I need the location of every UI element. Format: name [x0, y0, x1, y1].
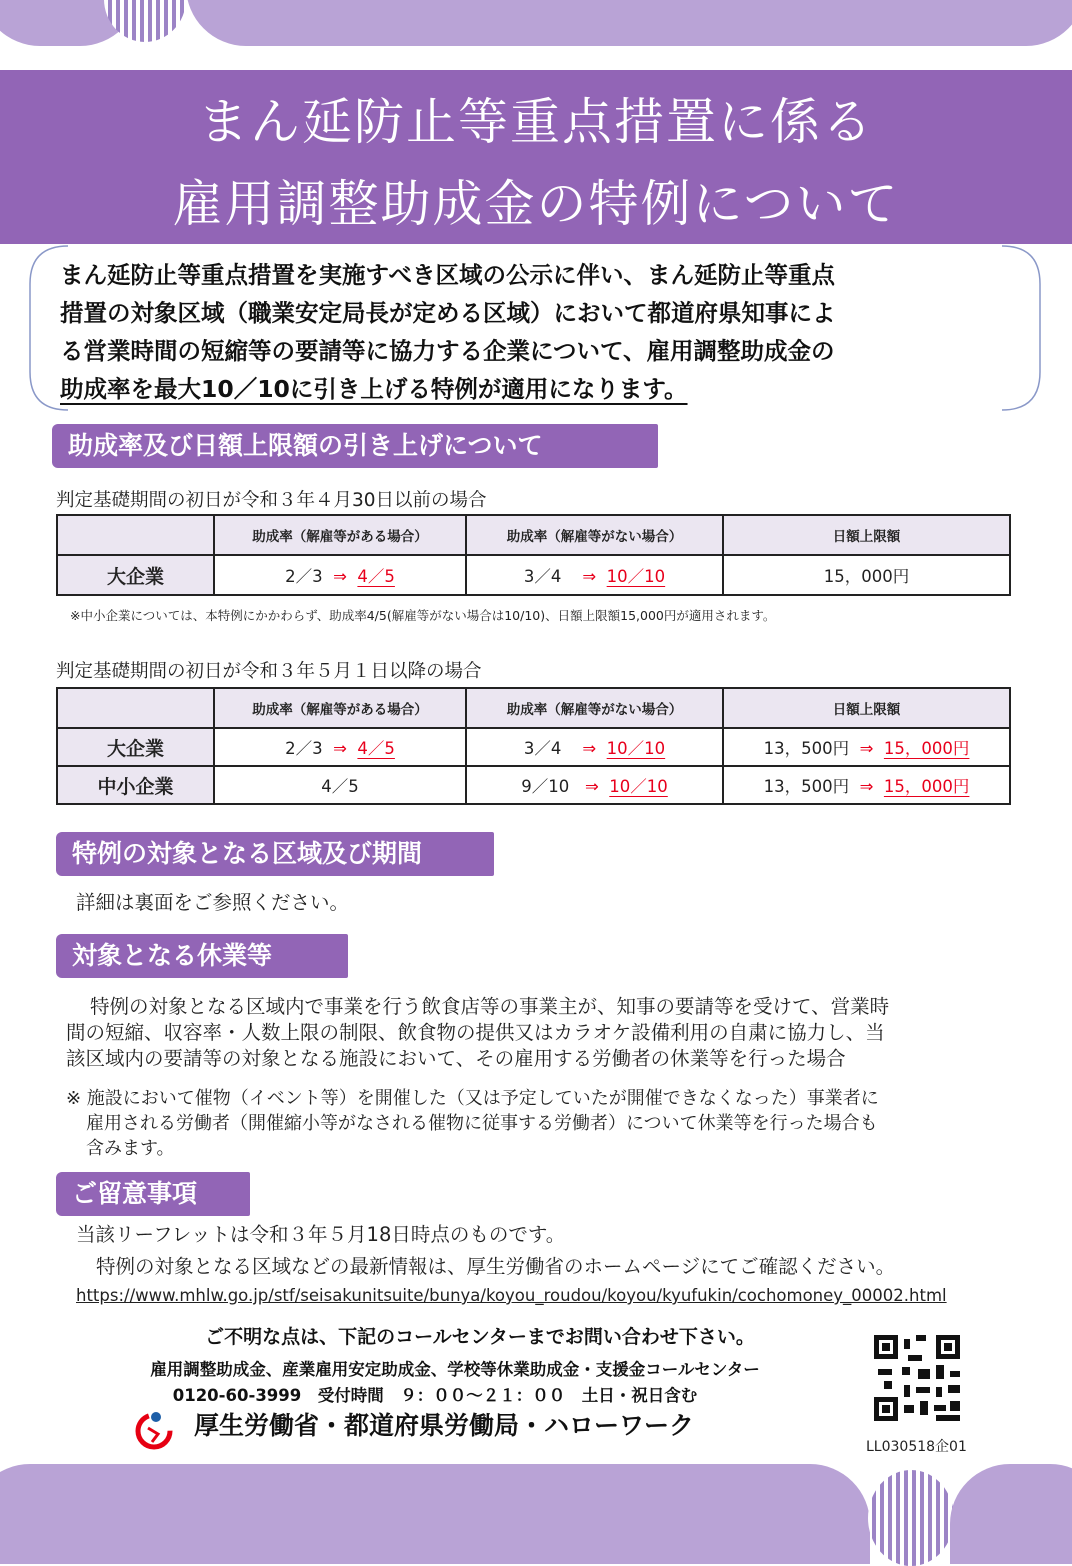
table1-header-without-dismissal: 助成率（解雇等がない場合）: [466, 515, 723, 555]
section-heading-notes: ご留意事項: [56, 1172, 250, 1216]
section-heading-area-period: 特例の対象となる区域及び期間: [56, 832, 494, 876]
table1-header-blank: [57, 515, 214, 555]
new-limit: 15，000円: [883, 777, 970, 796]
old-rate: 2／3: [285, 739, 323, 758]
table2-cell-rate-with-dismissal: [214, 728, 466, 766]
table1-cell-rate-without-dismissal: [466, 555, 723, 595]
table2-cell-sme-daily-limit: [723, 766, 1010, 804]
section3-paragraph: [66, 994, 1026, 1072]
bottom-stripe-circle: [868, 1470, 954, 1566]
table2-header-with-dismissal: 助成率（解雇等がある場合）: [214, 688, 466, 728]
section3-note: [66, 1086, 1026, 1161]
top-band-right: [186, 0, 1072, 46]
leaflet-code: LL030518企01: [866, 1439, 967, 1455]
table2-header-without-dismissal: 助成率（解雇等がない場合）: [466, 688, 723, 728]
rate-table-after-may: [56, 687, 1011, 805]
table1-header-daily-limit: 日額上限額: [723, 515, 1010, 555]
title-line-1: まん延防止等重点措置に係る: [198, 93, 874, 151]
call-center-phone-hours: 0120-60-3999 受付時間 ９：００～２１：００ 土日・祝日含む: [172, 1386, 698, 1405]
arrow-icon: ⇒: [582, 567, 597, 586]
table1-cell-daily-limit: 15，000円: [723, 555, 1010, 595]
intro-line-1: まん延防止等重点措置を実施すべき区域の公示に伴い、まん延防止等重点: [60, 261, 836, 289]
arrow-icon: ⇒: [584, 777, 599, 796]
table2-header-daily-limit: 日額上限額: [723, 688, 1010, 728]
bottom-band-right: [950, 1464, 1072, 1564]
table2-cell-sme-rate-with-dismissal: 4／5: [214, 766, 466, 804]
section-heading-rate-increase: 助成率及び日額上限額の引き上げについて: [52, 424, 658, 468]
note-line-3: 含みます。: [86, 1138, 175, 1159]
old-rate: 9／10: [521, 777, 570, 796]
table2-cell-sme-rate-without-dismissal: [466, 766, 723, 804]
call-center-name: 雇用調整助成金、産業雇用安定助成金、学校等休業助成金・支援金コールセンター: [150, 1360, 760, 1379]
arrow-icon: ⇒: [859, 777, 874, 796]
new-rate: 10／10: [609, 777, 668, 796]
section4-line-2: 特例の対象となる区域などの最新情報は、厚生労働省のホームページにてご確認ください。: [96, 1255, 896, 1278]
intro-text: [60, 256, 1020, 408]
intro-line-2: 措置の対象区域（職業安定局長が定める区域）において都道府県知事によ: [60, 299, 836, 327]
title-line-2: 雇用調整助成金の特例について: [172, 175, 900, 233]
arrow-icon: ⇒: [859, 739, 874, 758]
section2-text: 詳細は裏面をご参照ください。: [76, 891, 350, 914]
bottom-band-left: [0, 1464, 870, 1564]
arrow-icon: ⇒: [333, 567, 347, 586]
para-line-2: 間の短縮、収容率・人数上限の制限、飲食物の提供又はカラオケ設備利用の自粛に協力し、当: [66, 1021, 885, 1044]
table1-row-label: 大企業: [57, 555, 214, 595]
intro-line-4: 助成率を最大10／10に引き上げる特例が適用になります。: [60, 375, 688, 403]
note-line-2: 雇用される労働者（開催縮小等がなされる催物に従事する労働者）について休業等を行った場合も: [86, 1113, 878, 1134]
old-rate: 3／4: [523, 567, 562, 586]
table2-cell-daily-limit: [723, 728, 1010, 766]
section4-line-1: 当該リーフレットは令和３年５月18日時点のものです。: [76, 1223, 566, 1246]
table1-header-with-dismissal: 助成率（解雇等がある場合）: [214, 515, 466, 555]
table2-row-label-large: 大企業: [57, 728, 214, 766]
old-rate: 2／3: [285, 567, 323, 586]
mhlw-logo-icon: [134, 1408, 174, 1450]
old-limit: 13，500円: [763, 777, 850, 796]
qr-code-icon[interactable]: [874, 1335, 960, 1421]
note-line-1: ※ 施設において催物（イベント等）を開催した（又は予定していたが開催できなくなった）事業者に: [66, 1088, 879, 1109]
table2-row-label-sme: 中小企業: [57, 766, 214, 804]
section-heading-target-leave: 対象となる休業等: [56, 934, 348, 978]
intro-line-3: る営業時間の短縮等の要請等に協力する企業について、雇用調整助成金の: [60, 337, 835, 365]
mhlw-url-link[interactable]: https://www.mhlw.go.jp/stf/seisakunitsuite/bunya/koyou_roudou/koyou/kyufukin/cochomoney_00002.html: [76, 1286, 947, 1305]
new-rate: 10／10: [606, 567, 666, 586]
organization-name: 厚生労働省・都道府県労働局・ハローワーク: [194, 1411, 695, 1440]
arrow-icon: ⇒: [582, 739, 597, 758]
new-limit: 15，000円: [883, 739, 970, 758]
para-line-1: 特例の対象となる区域内で事業を行う飲食店等の事業主が、知事の要請等を受けて、営業時: [90, 995, 890, 1018]
old-limit: 13，500円: [763, 739, 850, 758]
table1-note: ※中小企業については、本特例にかかわらず、助成率4/5(解雇等がない場合は10/10)、日額上限額15,000円が適用されます。: [70, 608, 776, 623]
para-line-3: 該区域内の要請等の対象となる施設において、その雇用する労働者の休業等を行った場合: [66, 1047, 846, 1070]
table2-caption: 判定基礎期間の初日が令和３年５月１日以降の場合: [56, 661, 482, 682]
table2-header-blank: [57, 688, 214, 728]
table2-cell-rate-without-dismissal: [466, 728, 723, 766]
table1-caption: 判定基礎期間の初日が令和３年４月30日以前の場合: [56, 490, 487, 511]
top-stripe-circle: [104, 0, 186, 42]
arrow-icon: ⇒: [333, 739, 347, 758]
old-rate: 3／4: [523, 739, 562, 758]
new-rate: 10／10: [606, 739, 666, 758]
new-rate: 4／5: [357, 739, 395, 758]
table1-cell-rate-with-dismissal: [214, 555, 466, 595]
contact-intro: ご不明な点は、下記のコールセンターまでお問い合わせ下さい。: [205, 1326, 755, 1348]
rate-table-before-may: [56, 514, 1011, 596]
new-rate: 4／5: [357, 567, 395, 586]
